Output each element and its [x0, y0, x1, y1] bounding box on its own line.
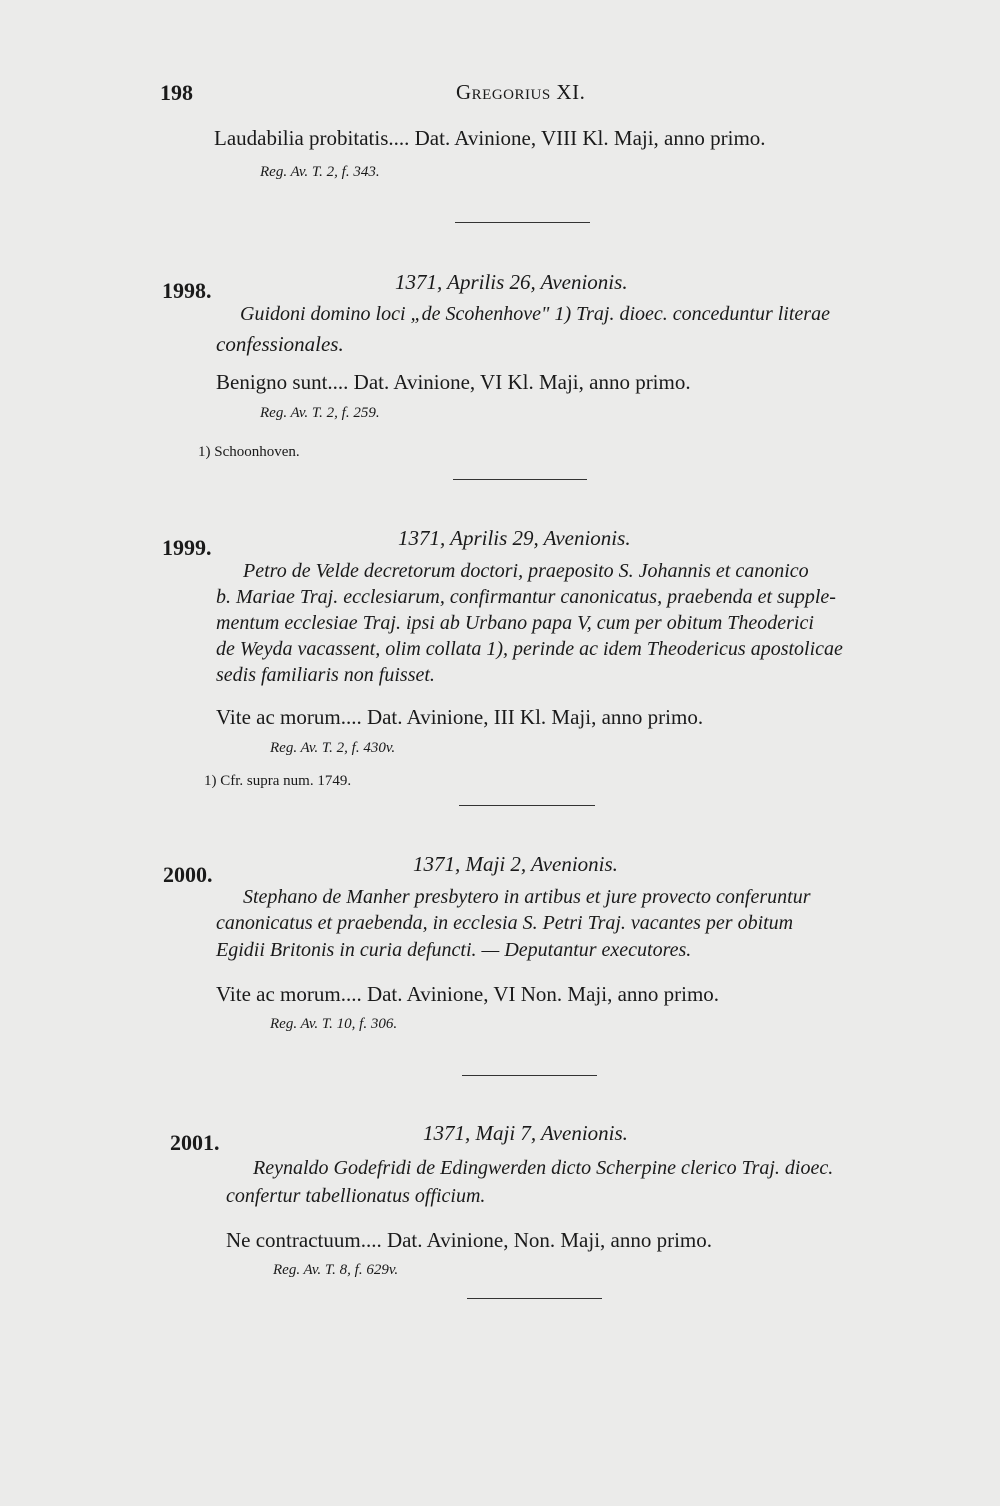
- entry-text-line: Guidoni domino loci „de Scohenhove" 1) Traj. dioec. conceduntur literae: [240, 303, 830, 325]
- entry-incipit: Vite ac morum.... Dat. Avinione, VI Non. Maji, anno primo.: [216, 982, 720, 1006]
- entry-number: 1999.: [162, 535, 212, 560]
- entry-number: 2000.: [163, 862, 213, 887]
- entry-incipit: Benigno sunt.... Dat. Avinione, VI Kl. Maji, anno primo.: [216, 370, 691, 394]
- footnote: 1) Schoonhoven.: [198, 444, 300, 460]
- entry-text-line: confessionales.: [216, 332, 344, 356]
- separator-rule: [455, 222, 590, 223]
- separator-rule: [462, 1075, 597, 1076]
- entry-incipit: Vite ac morum.... Dat. Avinione, III Kl. Maji, anno primo.: [216, 705, 704, 729]
- footnote: 1) Cfr. supra num. 1749.: [204, 773, 352, 789]
- separator-rule: [467, 1298, 602, 1299]
- entry-text-line: b. Mariae Traj. ecclesiarum, confirmantur canonicatus, praebenda et supple-: [216, 586, 836, 608]
- entry-date: 1371, Aprilis 29, Avenionis.: [398, 526, 631, 550]
- fragment-register: Reg. Av. T. 2, f. 343.: [260, 164, 380, 180]
- entry-text-line: Egidii Britonis in curia defuncti. — Deputantur executores.: [216, 939, 692, 961]
- separator-rule: [453, 479, 587, 480]
- entry-date: 1371, Maji 2, Avenionis.: [413, 852, 618, 876]
- entry-text-line: canonicatus et praebenda, in ecclesia S. Petri Traj. vacantes per obitum: [216, 912, 794, 934]
- entry-text-line: Petro de Velde decretorum doctori, praeposito S. Johannis et canonico: [243, 560, 809, 582]
- entry-incipit: Ne contractuum.... Dat. Avinione, Non. Maji, anno primo.: [226, 1228, 713, 1252]
- entry-text-line: confertur tabellionatus officium.: [226, 1185, 486, 1207]
- fragment-incipit: Laudabilia probitatis.... Dat. Avinione, VIII Kl. Maji, anno primo.: [214, 126, 766, 150]
- page-number: 198: [160, 80, 193, 105]
- entry-text-line: Stephano de Manher presbytero in artibus et jure provecto conferuntur: [243, 886, 811, 908]
- entry-text-line: sedis familiaris non fuisset.: [216, 664, 435, 686]
- entry-text-line: de Weyda vacassent, olim collata 1), perinde ac idem Theodericus apostolicae: [216, 638, 843, 660]
- entry-register: Reg. Av. T. 2, f. 259.: [260, 405, 380, 421]
- entry-number: 1998.: [162, 278, 212, 303]
- entry-text-line: Reynaldo Godefridi de Edingwerden dicto Scherpine clerico Traj. dioec.: [253, 1157, 834, 1179]
- separator-rule: [459, 805, 595, 806]
- entry-text-line: mentum ecclesiae Traj. ipsi ab Urbano papa V, cum per obitum Theoderici: [216, 612, 814, 634]
- entry-register: Reg. Av. T. 10, f. 306.: [270, 1016, 398, 1032]
- entry-register: Reg. Av. T. 8, f. 629v.: [273, 1262, 399, 1278]
- entry-date: 1371, Maji 7, Avenionis.: [423, 1121, 628, 1145]
- entry-register: Reg. Av. T. 2, f. 430v.: [270, 740, 396, 756]
- entry-number: 2001.: [170, 1130, 220, 1155]
- entry-date: 1371, Aprilis 26, Avenionis.: [395, 270, 628, 294]
- running-head: Gregorius XI.: [456, 80, 586, 104]
